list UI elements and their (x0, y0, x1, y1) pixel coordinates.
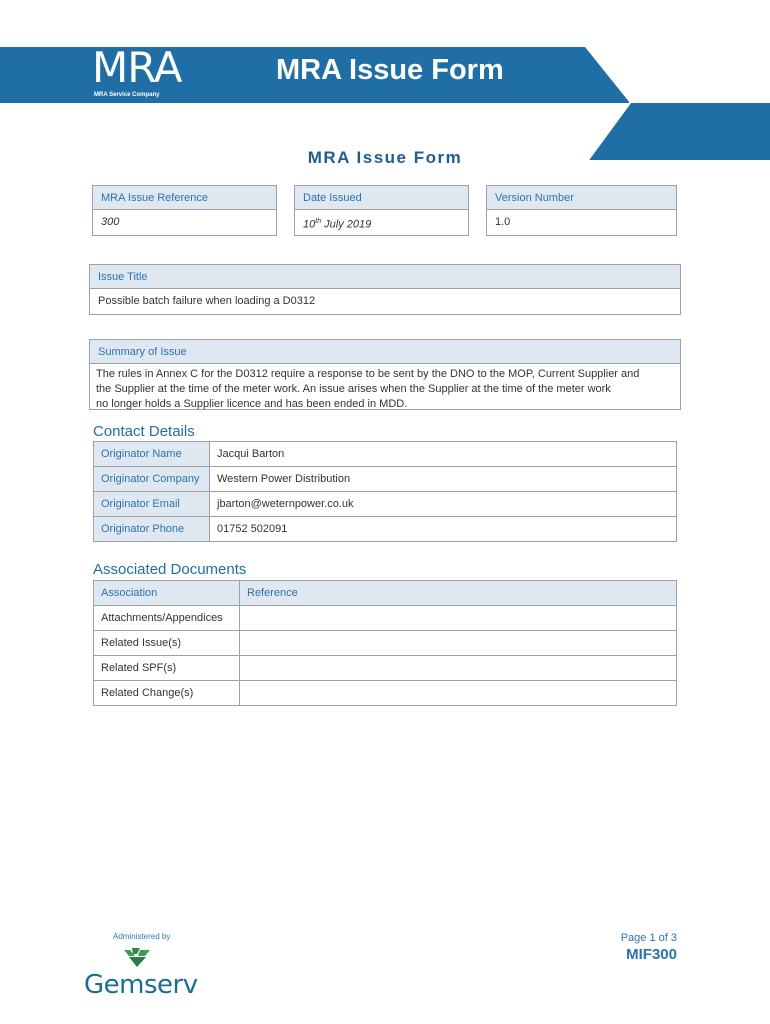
version-label: Version Number (487, 186, 676, 210)
summary-line: the Supplier at the time of the meter work. An issue arises when the Supplier at the time of the meter work (96, 383, 611, 395)
table-row (94, 631, 677, 656)
table-row (94, 492, 677, 517)
table-row (94, 681, 677, 706)
issue-title-label: Issue Title (90, 265, 680, 289)
gemserv-diamond-icon (118, 946, 158, 968)
contact-label: Originator Phone (94, 517, 210, 542)
contact-value: Western Power Distribution (210, 467, 677, 492)
summary-line: The rules in Annex C for the D0312 require a response to be sent by the DNO to the MOP, Current Supplier and (96, 368, 640, 380)
issue-title-value: Possible batch failure when loading a D0312 (98, 295, 316, 307)
contact-label: Originator Company (94, 467, 210, 492)
table-header-row (94, 581, 677, 606)
contact-value: Jacqui Barton (210, 442, 677, 467)
contact-value: 01752 502091 (210, 517, 677, 542)
documents-heading: Associated Documents (93, 561, 247, 578)
contact-label: Originator Name (94, 442, 210, 467)
issue-title-box (89, 264, 681, 315)
document-label: Attachments/Appendices (94, 606, 240, 631)
banner-title: MRA Issue Form (276, 54, 504, 86)
date-suffix: th (315, 218, 322, 225)
date-rest: July 2019 (321, 218, 372, 231)
mra-logo: MRA (92, 43, 182, 92)
document-reference (240, 656, 677, 681)
header-banner (0, 0, 770, 160)
version-value: 1.0 (495, 216, 511, 228)
contact-heading: Contact Details (93, 423, 195, 440)
gemserv-logo: Gemserv (84, 970, 198, 1000)
form-code: MIF300 (626, 946, 677, 963)
document-reference (240, 681, 677, 706)
contact-value: jbarton@weternpower.co.uk (210, 492, 677, 517)
document-label: Related Issue(s) (94, 631, 240, 656)
reference-value: 300 (101, 216, 120, 228)
date-box (294, 185, 469, 236)
logo-subtitle: MRA Service Company (94, 92, 160, 98)
summary-label: Summary of Issue (90, 340, 680, 364)
reference-box (92, 185, 277, 236)
document-reference (240, 631, 677, 656)
administered-by-label: Administered by (113, 932, 171, 941)
summary-box (89, 339, 681, 410)
column-header: Association (94, 581, 240, 606)
summary-text (90, 364, 680, 415)
contact-label: Originator Email (94, 492, 210, 517)
date-value (295, 210, 468, 237)
date-label: Date Issued (295, 186, 468, 210)
table-row (94, 606, 677, 631)
page-number: Page 1 of 3 (620, 932, 677, 944)
form-title: MRA Issue Form (307, 148, 463, 167)
document-label: Related SPF(s) (94, 656, 240, 681)
contact-table (93, 441, 677, 542)
column-header: Reference (240, 581, 677, 606)
document-reference (240, 606, 677, 631)
summary-line: no longer holds a Supplier licence and has been ended in MDD. (96, 398, 408, 410)
date-day: 10 (303, 218, 316, 231)
table-row (94, 467, 677, 492)
table-row (94, 517, 677, 542)
table-row (94, 442, 677, 467)
table-row (94, 656, 677, 681)
reference-label: MRA Issue Reference (93, 186, 276, 210)
documents-table (93, 580, 677, 706)
document-label: Related Change(s) (94, 681, 240, 706)
version-box (486, 185, 677, 236)
